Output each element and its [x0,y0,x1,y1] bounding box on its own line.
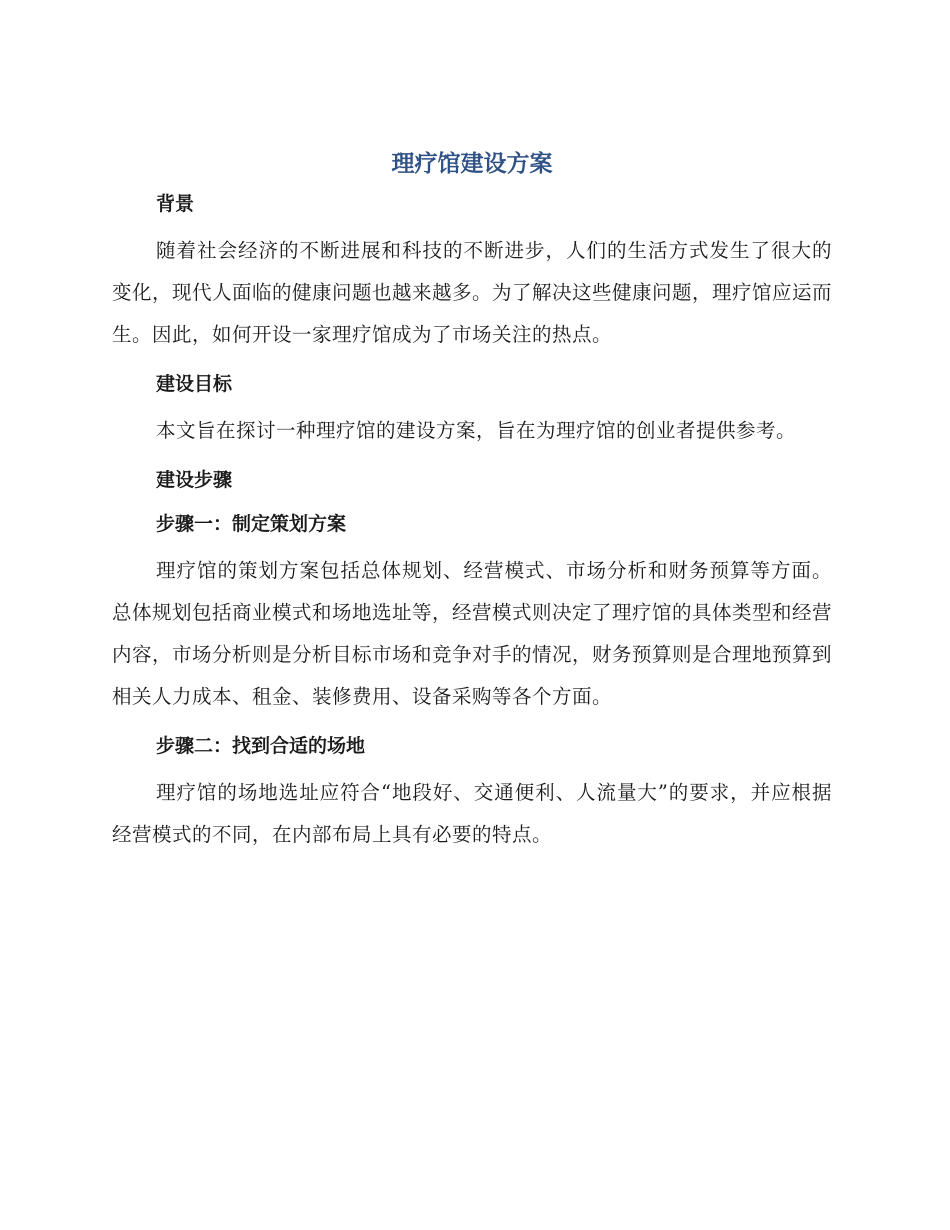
paragraph-step1: 理疗馆的策划方案包括总体规划、经营模式、市场分析和财务预算等方面。总体规划包括商业模式和场地选址等，经营模式则决定了理疗馆的具体类型和经营内容，市场分析则是分析目标市场和竞争对手的情况，财务预算则是合理地预算到相关人力成本、租金、装修费用、设备采购等各个方面。 [112,559,833,708]
paragraph-step2: 理疗馆的场地选址应符合“地段好、交通便利、人流量大”的要求，并应根据经营模式的不同，在内部布局上具有必要的特点。 [112,781,832,846]
document-page [112,140,832,856]
paragraph-goal: 本文旨在探讨一种理疗馆的建设方案，旨在为理疗馆的创业者提供参考。 [156,419,797,442]
paragraph-background: 随着社会经济的不断进展和科技的不断进步，人们的生活方式发生了很大的变化，现代人面临的健康问题也越来越多。为了解决这些健康问题，理疗馆应运而生。因此，如何开设一家理疗馆成为了市场关注的热点。 [112,239,833,346]
section-heading-background: 背景 [156,193,195,215]
section-heading-steps: 建设步骤 [156,469,233,491]
section-heading-step2: 步骤二：找到合适的场地 [156,735,366,757]
document-title: 理疗馆建设方案 [391,151,553,177]
section-heading-goal: 建设目标 [156,373,233,395]
section-heading-step1: 步骤一：制定策划方案 [156,513,347,535]
